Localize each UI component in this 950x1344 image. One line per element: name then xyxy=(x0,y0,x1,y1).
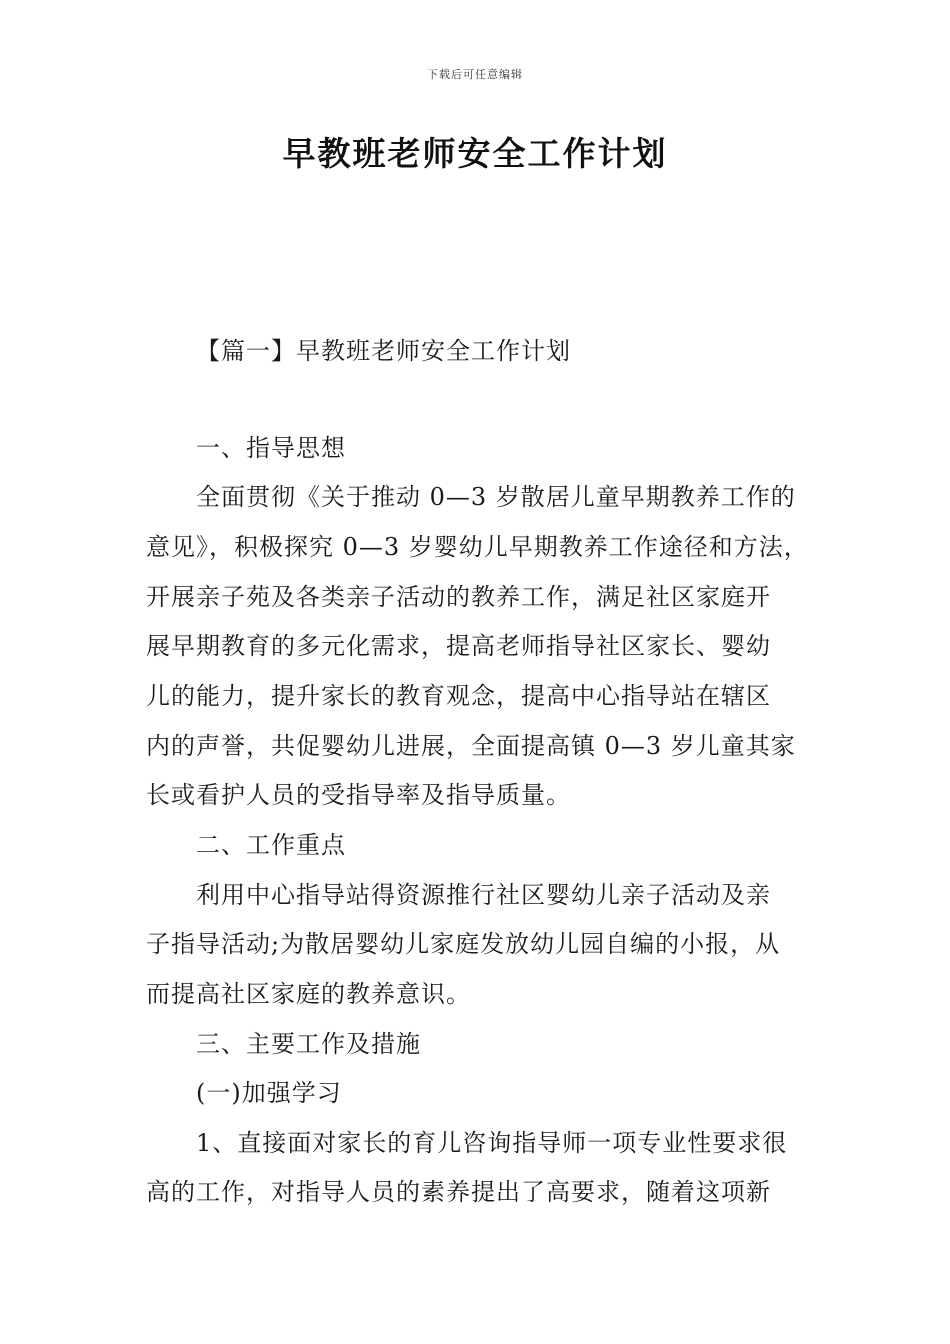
heading-work-focus: 二、工作重点 xyxy=(196,831,346,859)
heading-main-work: 三、主要工作及措施 xyxy=(196,1030,421,1058)
paragraph-line: 全面贯彻《关于推动 0—3 岁散居儿童早期教养工作的 xyxy=(196,483,796,511)
subheading-strengthen-study: (一)加强学习 xyxy=(196,1079,342,1107)
document-title: 早教班老师安全工作计划 xyxy=(282,134,668,173)
paragraph-line: 而提高社区家庭的教养意识。 xyxy=(146,980,471,1008)
paragraph-line: 内的声誉，共促婴幼儿进展，全面提高镇 0—3 岁儿童其家 xyxy=(146,732,796,760)
header-note: 下载后可任意编辑 xyxy=(427,68,523,81)
paragraph-line: 子指导活动;为散居婴幼儿家庭发放幼儿园自编的小报，从 xyxy=(146,930,781,958)
paragraph-line: 儿的能力，提升家长的教育观念，提高中心指导站在辖区 xyxy=(146,682,771,710)
paragraph-line: 高的工作，对指导人员的素养提出了高要求，随着这项新 xyxy=(146,1178,771,1206)
paragraph-line: 意见》，积极探究 0—3 岁婴幼儿早期教养工作途径和方法， xyxy=(146,533,809,561)
heading-guiding-thought: 一、指导思想 xyxy=(196,434,346,462)
paragraph-line: 利用中心指导站得资源推行社区婴幼儿亲子活动及亲 xyxy=(196,881,771,909)
paragraph-line: 开展亲子苑及各类亲子活动的教养工作，满足社区家庭开 xyxy=(146,583,771,611)
paragraph-line: 1、直接面对家长的育儿咨询指导师一项专业性要求很 xyxy=(196,1129,788,1157)
section-heading: 【篇一】早教班老师安全工作计划 xyxy=(196,337,571,365)
paragraph-line: 长或看护人员的受指导率及指导质量。 xyxy=(146,781,571,809)
paragraph-line: 展早期教育的多元化需求，提高老师指导社区家长、婴幼 xyxy=(146,632,771,660)
